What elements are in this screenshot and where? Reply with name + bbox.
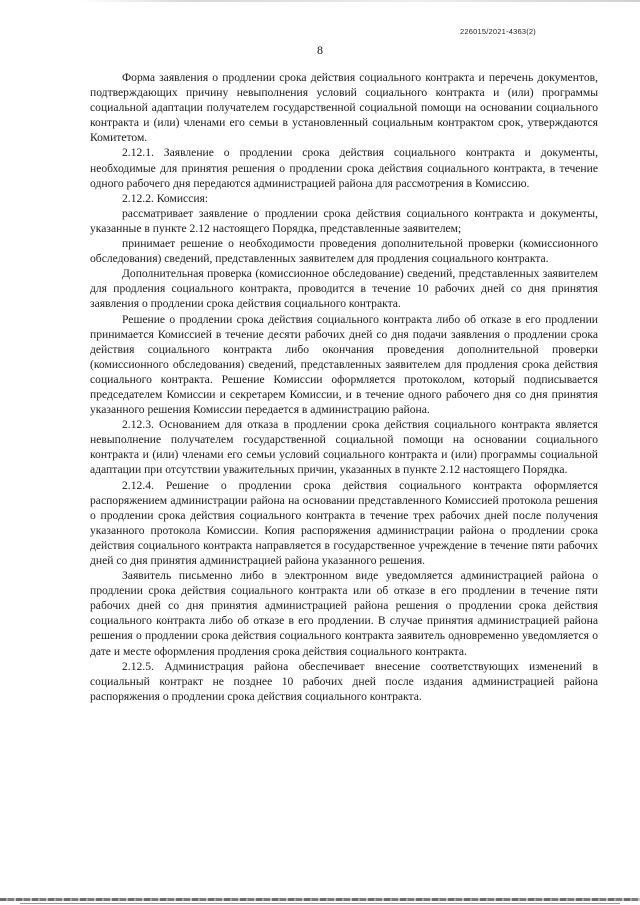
- scan-top-edge: [80, 0, 640, 2]
- document-id: 226015/2021-4363(2): [460, 27, 536, 36]
- paragraph-2-12-2-heading: 2.12.2. Комиссия:: [122, 191, 209, 205]
- paragraph-2-12-4: 2.12.4. Решение о продлении срока действия социального контракта оформляется распоряжением администрации района на основании представленного Комиссией протокола решения о продлении срока действия социального контракта в течение трех рабочих дней после получения указанного протокола Комиссии. Копия распоряжения администрации района о продлении срока действия социального контракта направляется в государственное учреждение в течение пяти рабочих дней со дня принятия администрацией района указанного решения.: [90, 478, 598, 567]
- paragraph-commission-decides: принимает решение о необходимости проведения дополнительной проверки (комиссионного обследования) сведений, представленных заявителем для продления социального контракта.: [90, 237, 598, 266]
- scan-bottom-edge: [0, 898, 640, 901]
- paragraph-application-form: Форма заявления о продлении срока действия социального контракта и перечень документов, подтверждающих причину невыполнения условий социального контракта и (или) программы социальной адаптации получателем государственной социальной помощи на основании социального контракта и (или) членами его семьи в установленный социальным контрактом срок, утверждаются Комитетом.: [90, 71, 598, 145]
- paragraph-2-12-1: 2.12.1. Заявление о продлении срока действия социального контракта и документы, необходимые для принятия решения о продлении срока действия социального контракта, в течение одного рабочего дня передаются администрацией района для рассмотрения в Комиссию.: [90, 146, 598, 190]
- paragraph-2-12-5: 2.12.5. Администрация района обеспечивает внесение соответствующих изменений в социальный контракт не позднее 10 рабочих дней после издания администрацией района распоряжения о продлении срока действия социального контракта.: [90, 659, 598, 703]
- document-body: [90, 70, 598, 704]
- paragraph-additional-check: Дополнительная проверка (комиссионное обследование) сведений, представленных заявителем для продления социального контракта, проводится в течение 10 рабочих дней со дня принятия заявления о продлении срока действия социального контракта.: [90, 267, 598, 311]
- paragraph-applicant-notification: Заявитель письменно либо в электронном виде уведомляется администрацией района о продлении срока действия социального контракта или об отказе в его продлении в течение пяти рабочих дней со дня принятия администрацией района решения о продлении срока действия социального контракта либо об отказе в его продлении. В случае принятия администрацией района решения о продлении срока действия социального контракта заявитель одновременно уведомляется о дате и месте оформления продления срока действия социального контракта.: [90, 569, 598, 658]
- page-number: 8: [317, 43, 323, 57]
- scan-bottom-line: [20, 903, 620, 904]
- paragraph-commission-reviews: рассматривает заявление о продлении срока действия социального контракта и документы, указанные в пункте 2.12 настоящего Порядка, представленные заявителем;: [90, 206, 598, 235]
- paragraph-2-12-3: 2.12.3. Основанием для отказа в продлении срока действия социального контракта является невыполнение получателем государственной социальной помощи на основании социального контракта и (или) членами его семьи условий социального контракта и (или) программы социальной адаптации при отсутствии уважительных причин, указанных в пункте 2.12 настоящего Порядка.: [90, 418, 598, 477]
- paragraph-commission-decision: Решение о продлении срока действия социального контракта либо об отказе в его продлении принимается Комиссией в течение десяти рабочих дней со дня подачи заявления о продлении срока действия социального контракта либо окончания проведения дополнительной проверки (комиссионного обследования) сведений, представленных заявителем для продления срока действия социального контракта. Решение Комиссии оформляется протоколом, который подписывается председателем Комиссии и секретарем Комиссии, и в течение одного рабочего дня со дня принятия указанного решения Комиссии передается в администрацию района.: [90, 312, 598, 417]
